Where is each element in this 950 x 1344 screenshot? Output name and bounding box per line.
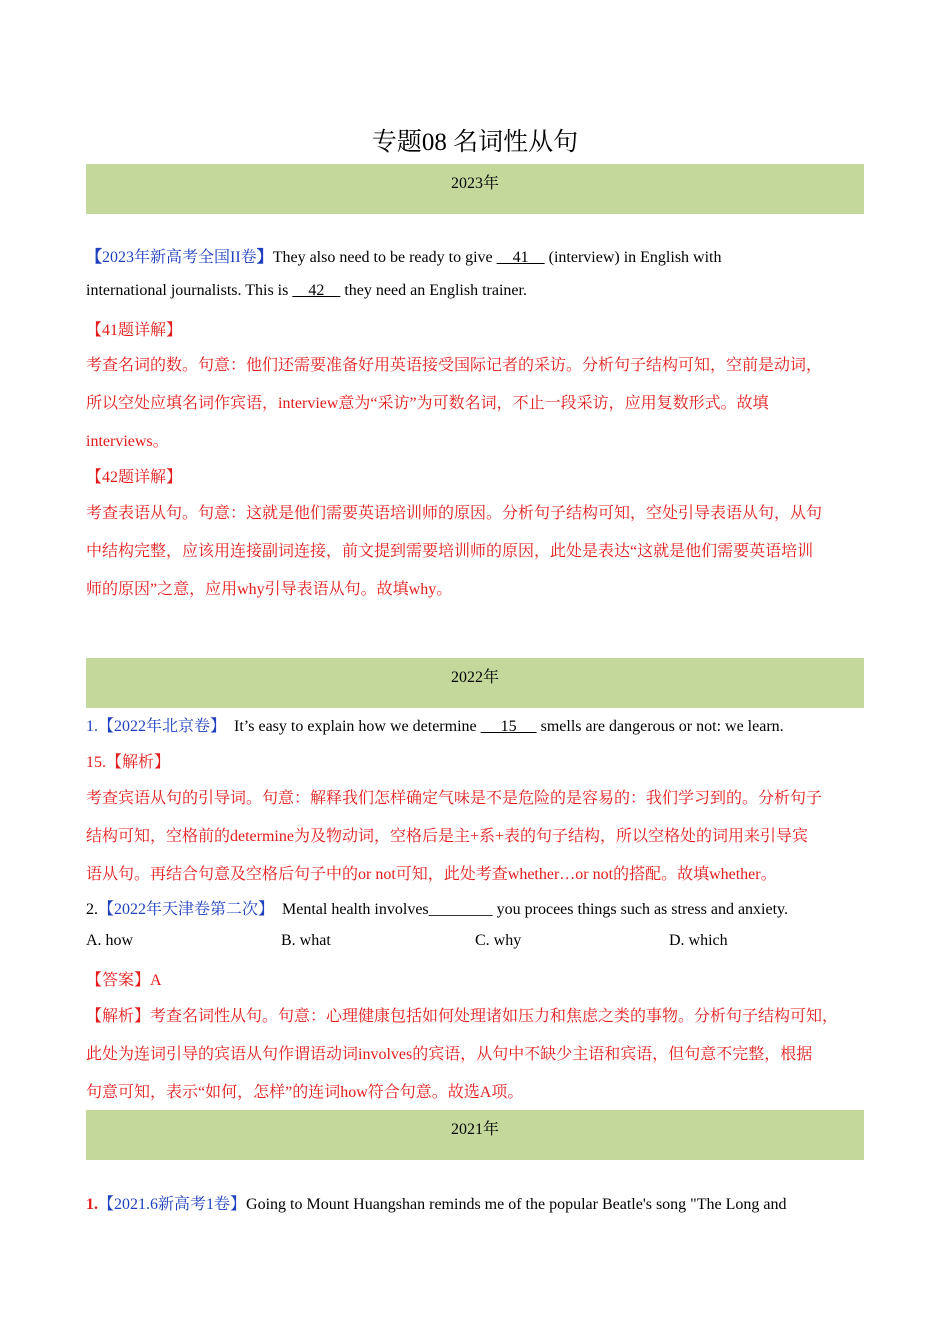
document-title: 专题08 名词性从句	[371, 129, 579, 156]
explanation-41-heading: 【41题详解】	[86, 322, 183, 339]
question-source: 2023年新高考全国II卷	[102, 249, 257, 266]
question-number: 2.	[86, 901, 98, 918]
question-text: smells are dangerous or not: we learn.	[536, 718, 784, 735]
section-label: 2021年	[450, 1121, 499, 1138]
question-text: Going to Mount Huangshan reminds me of the popular Beatle's song "The Long and	[246, 1196, 787, 1213]
explanation-42-line: 考查表语从句。句意：这就是他们需要英语培训师的原因。分析句子结构可知，空处引导表语从句，从句	[86, 505, 823, 522]
question-text: international journalists. This is	[86, 282, 293, 299]
question-2022-1	[86, 713, 784, 736]
explanation-41-line: 考查名词的数。句意：他们还需要准备好用英语接受国际记者的采访。分析句子结构可知，空前是动词，	[86, 357, 823, 374]
question-2023-line1	[86, 244, 721, 267]
section-header-2022	[86, 658, 864, 708]
question-2023-line2	[86, 282, 527, 300]
explanation-15-line: 结构可知，空格前的determine为及物动词，空格后是主+系+表的句子结构，所以空格处的词用来引导宾	[86, 828, 809, 845]
section-header-2021	[86, 1110, 864, 1160]
blank-42: 42	[292, 282, 341, 299]
question-text: They also need to be ready to give	[272, 249, 497, 266]
question-source: 【2022年天津卷第二次】	[98, 901, 275, 918]
question-text: (interview) in English with	[544, 249, 722, 266]
bracket-open: 【	[86, 249, 103, 266]
explanation-line: 【解析】考查名词性从句。句意：心理健康包括如何处理诸如压力和焦虑之类的事物。分析句子结构可知，	[86, 1008, 839, 1025]
question-text: they need an English trainer.	[340, 282, 527, 299]
blank-15: 15	[480, 718, 537, 735]
explanation-42-line: 中结构完整，应该用连接副词连接，前文提到需要培训师的原因，此处是表达“这就是他们需要英语培训	[86, 543, 814, 560]
question-number: 1.	[86, 718, 98, 735]
explanation-42-line: 师的原因”之意，应用why引导表语从句。故填why。	[86, 581, 453, 598]
explanation-15-line: 语从句。再结合句意及空格后句子中的or not可知，此处考查whether…or not的搭配。故填whether。	[86, 866, 777, 883]
question-source: 【2021.6新高考1卷】	[98, 1196, 247, 1213]
option-d: D. which	[669, 932, 728, 949]
blank-41: 41	[496, 249, 545, 266]
question-text: It’s easy to explain how we determine	[226, 718, 481, 735]
option-a: A. how	[86, 932, 134, 949]
explanation-41-line: interviews。	[86, 433, 169, 450]
section-header-2023	[86, 164, 864, 214]
question-2021-1	[86, 1191, 786, 1214]
question-source: 【2022年北京卷】	[98, 718, 227, 735]
answer: 【答案】A	[86, 972, 162, 989]
explanation-42-heading: 【42题详解】	[86, 469, 183, 486]
bracket-close: 】	[256, 249, 273, 266]
option-b: B. what	[281, 932, 331, 949]
section-label: 2022年	[450, 669, 499, 686]
section-label: 2023年	[450, 175, 499, 192]
explanation-15-heading: 15.【解析】	[86, 754, 171, 771]
explanation-15-line: 考查宾语从句的引导词。句意：解释我们怎样确定气味是不是危险的是容易的：我们学习到的。分析句子	[86, 790, 823, 807]
explanation-line: 句意可知，表示“如何，怎样”的连词how符合句意。故选A项。	[86, 1084, 524, 1101]
question-2022-2	[86, 896, 788, 919]
explanation-line: 此处为连词引导的宾语从句作谓语动词involves的宾语，从句中不缺少主语和宾语，但句意不完整，根据	[86, 1046, 813, 1063]
explanation-41-line: 所以空处应填名词作宾语，interview意为“采访”为可数名词，不止一段采访，应用复数形式。故填	[86, 395, 769, 412]
question-number: 1.	[86, 1196, 98, 1213]
option-c: C. why	[475, 932, 522, 949]
question-text: Mental health involves________ you procees things such as stress and anxiety.	[274, 901, 788, 918]
